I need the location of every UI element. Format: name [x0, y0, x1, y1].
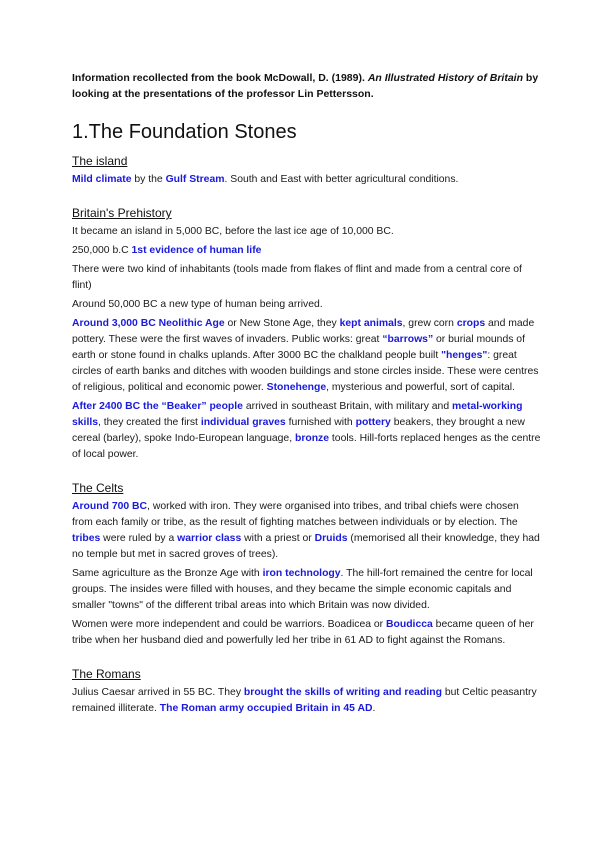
text-run: but Celtic peasantry remained illiterate. [72, 687, 537, 714]
book-title: An Illustrated History of Britain [367, 72, 523, 84]
highlighted-term: Boudicca [386, 619, 433, 630]
text-run: beakers, they brought a new cereal (barley), spoke Indo-European language, [72, 417, 525, 444]
text-run: , they created the first [98, 417, 201, 428]
text-run: It became an island in 5,000 BC, before the last ice age of 10,000 BC. [72, 226, 394, 237]
text-run: , mysterious and powerful, sort of capital. [326, 382, 515, 393]
paragraph [72, 297, 542, 313]
text-run: (memorised all their knowledge, they had no temple but met in sacred groves of trees). [72, 533, 540, 560]
section-spacer [72, 466, 542, 480]
section-heading-romans: The Romans [72, 667, 141, 681]
highlighted-term: tribes [72, 533, 101, 544]
highlighted-term: crops [456, 318, 486, 329]
section-spacer [72, 652, 542, 666]
text-run: or burial mounds of earth or stone found in chalks uplands. After 3000 BC the chalkland people built [72, 334, 525, 361]
text-run: . [372, 703, 376, 714]
highlighted-term: Around 3,000 BC Neolithic Age [72, 318, 225, 329]
text-run: , grew corn [402, 318, 457, 329]
text-run: tools. Hill-forts replaced henges as the centre of local power. [72, 433, 541, 460]
text-run: by the [131, 174, 166, 185]
text-run: Same agriculture as the Bronze Age with [72, 568, 263, 579]
paragraph [72, 316, 542, 396]
paragraph [72, 224, 542, 240]
section-spacer [72, 191, 542, 205]
text-run: , worked with iron. They were organised into tribes, and tribal chiefs were chosen from each family or tribe, as the result of fighting matches between individuals or by election. The [72, 501, 519, 528]
highlighted-term: After 2400 BC the “Beaker” people [72, 401, 243, 412]
sections-container [72, 153, 542, 717]
highlighted-term: warrior class [177, 533, 242, 544]
text-run: with a priest or [241, 533, 315, 544]
source-note-prefix: Information recollected from the book McDowall, D. (1989). [72, 72, 368, 84]
paragraph [72, 685, 542, 717]
paragraph [72, 243, 542, 259]
text-run: furnished with [285, 417, 356, 428]
text-run: or New Stone Age, they [224, 318, 340, 329]
text-run: and made pottery. These were the first waves of invaders. Public works: great [72, 318, 535, 345]
highlighted-term: individual graves [200, 417, 286, 428]
paragraph [72, 617, 542, 649]
section-heading-island: The island [72, 154, 128, 168]
paragraph [72, 172, 542, 188]
text-run: Women were more independent and could be warriors. Boadicea or [72, 619, 387, 630]
highlighted-term: 1st evidence of human life [131, 245, 262, 256]
text-run: Julius Caesar arrived in 55 BC. They [72, 687, 244, 698]
highlighted-term: brought the skills of writing and reading [243, 687, 442, 698]
paragraph [72, 399, 542, 463]
section-heading-celts: The Celts [72, 481, 124, 495]
highlighted-term: metal-working skills [72, 401, 523, 428]
source-note [72, 70, 542, 102]
source-note-suffix: by looking at the presentations of the professor Lin Pettersson. [72, 72, 539, 100]
highlighted-term: “barrows” [382, 334, 434, 345]
highlighted-term: Gulf Stream [165, 174, 225, 185]
paragraph [72, 499, 542, 563]
highlighted-term: Around 700 BC [72, 501, 148, 512]
paragraph [72, 566, 542, 614]
text-run: There were two kind of inhabitants (tools made from flakes of flint and made from a central core of flint) [72, 264, 522, 291]
highlighted-term: Druids [314, 533, 348, 544]
highlighted-term: kept animals [339, 318, 403, 329]
section-heading-prehistory: Britain's Prehistory [72, 206, 172, 220]
text-run: arrived in southeast Britain, with military and [242, 401, 452, 412]
highlighted-term: iron technology [262, 568, 341, 579]
text-run: : great circles of earth banks and ditches with wooden buildings and stone circles inside. These were centres of religious, political and economic power. [72, 350, 539, 393]
highlighted-term: Stonehenge [266, 382, 327, 393]
chapter-title: 1.The Foundation Stones [72, 121, 297, 143]
highlighted-term: The Roman army occupied Britain in 45 AD [159, 703, 373, 714]
text-run: . The hill-fort remained the centre for local groups. The insides were filled with houses, and they became the simple economic capitals and smaller "towns" of the different tribal areas into which Britain was now divided. [72, 568, 533, 611]
text-run: became queen of her tribe when her husband died and powerfully led her tribe in 61 AD to fight against the Romans. [72, 619, 534, 646]
highlighted-term: "henges" [441, 350, 488, 361]
text-run: 250,000 b.C [72, 245, 132, 256]
text-run: Around 50,000 BC a new type of human being arrived. [72, 299, 323, 310]
highlighted-term: Mild climate [72, 174, 132, 185]
text-run: . South and East with better agricultural conditions. [224, 174, 459, 185]
paragraph [72, 262, 542, 294]
highlighted-term: pottery [355, 417, 391, 428]
text-run: were ruled by a [100, 533, 178, 544]
highlighted-term: bronze [294, 433, 330, 444]
